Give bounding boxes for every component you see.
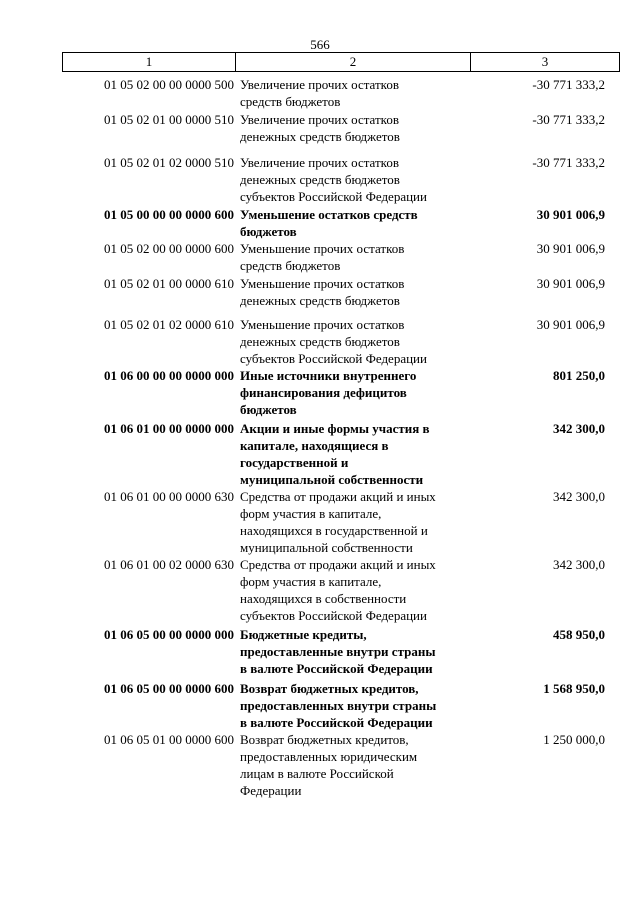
row-name-line: бюджетов (240, 224, 297, 239)
column-header-code: 1 (63, 53, 236, 71)
row-name (240, 206, 475, 240)
row-name (240, 76, 475, 110)
row-code: 01 06 05 01 00 0000 600 (104, 732, 234, 747)
row-name-line: Уменьшение остатков средств (240, 207, 418, 222)
row-name (240, 316, 475, 367)
row-name-line: предоставленных юридическим (240, 749, 418, 764)
row-name-line: Уменьшение прочих остатков (240, 276, 405, 291)
row-name-line: в валюте Российской Федерации (240, 661, 433, 676)
row-name-line: субъектов Российской Федерации (240, 608, 427, 623)
row-name-line: Иные источники внутреннего (240, 368, 417, 383)
page-number: 566 (310, 37, 330, 52)
row-name (240, 488, 475, 556)
row-name-line: предоставленные внутри страны (240, 644, 436, 659)
row-amount: 1 250 000,0 (543, 732, 605, 747)
row-amount: -30 771 333,2 (532, 155, 605, 170)
row-code: 01 05 02 00 00 0000 500 (104, 77, 234, 92)
row-name-line: Уменьшение прочих остатков (240, 317, 405, 332)
row-name-line: в валюте Российской Федерации (240, 715, 433, 730)
row-amount: 30 901 006,9 (536, 241, 605, 256)
row-code: 01 05 00 00 00 0000 600 (104, 207, 234, 222)
row-name-line: Увеличение прочих остатков (240, 112, 399, 127)
row-name-line: субъектов Российской Федерации (240, 351, 427, 366)
row-name-line: Возврат бюджетных кредитов, (240, 681, 419, 696)
row-amount: 458 950,0 (553, 627, 605, 642)
row-name-line: денежных средств бюджетов (240, 129, 400, 144)
row-name-line: Увеличение прочих остатков (240, 77, 399, 92)
row-name-line: денежных средств бюджетов (240, 334, 400, 349)
row-name-line: Средства от продажи акций и иных (240, 489, 436, 504)
row-code: 01 06 01 00 00 0000 630 (104, 489, 234, 504)
row-name (240, 556, 475, 624)
row-name-line: находящихся в государственной и (240, 523, 428, 538)
row-name (240, 367, 475, 418)
row-code: 01 06 01 00 00 0000 000 (104, 421, 234, 436)
row-code: 01 06 05 00 00 0000 000 (104, 627, 234, 642)
row-name-line: Уменьшение прочих остатков (240, 241, 405, 256)
row-name-line: средств бюджетов (240, 94, 341, 109)
row-name-line: муниципальной собственности (240, 472, 424, 487)
row-amount: 1 568 950,0 (543, 681, 605, 696)
row-amount: 342 300,0 (553, 489, 605, 504)
row-name-line: Акции и иные формы участия в (240, 421, 430, 436)
row-code: 01 06 00 00 00 0000 000 (104, 368, 234, 383)
row-amount: 30 901 006,9 (536, 207, 605, 222)
row-name-line: Федерации (240, 783, 302, 798)
row-name-line: государственной и (240, 455, 349, 470)
row-code: 01 05 02 01 00 0000 510 (104, 112, 234, 127)
row-code: 01 05 02 01 02 0000 610 (104, 317, 234, 332)
row-name-line: форм участия в капитале, (240, 506, 382, 521)
row-name-line: Бюджетные кредиты, (240, 627, 367, 642)
row-name (240, 154, 475, 205)
row-name-line: финансирования дефицитов (240, 385, 407, 400)
row-name (240, 626, 475, 677)
row-code: 01 05 02 01 00 0000 610 (104, 276, 234, 291)
row-name-line: предоставленных внутри страны (240, 698, 437, 713)
row-name (240, 731, 475, 799)
row-name-line: муниципальной собственности (240, 540, 413, 555)
column-header-name: 2 (236, 53, 471, 71)
row-name-line: средств бюджетов (240, 258, 341, 273)
row-code: 01 06 01 00 02 0000 630 (104, 557, 234, 572)
row-name-line: бюджетов (240, 402, 297, 417)
row-name-line: находящихся в собственности (240, 591, 407, 606)
row-code: 01 05 02 00 00 0000 600 (104, 241, 234, 256)
row-name (240, 111, 475, 145)
row-name (240, 275, 475, 309)
row-code: 01 06 05 00 00 0000 600 (104, 681, 234, 696)
row-name-line: Увеличение прочих остатков (240, 155, 399, 170)
row-amount: 30 901 006,9 (536, 276, 605, 291)
row-amount: 801 250,0 (553, 368, 605, 383)
row-name-line: капитале, находящиеся в (240, 438, 389, 453)
row-amount: 342 300,0 (553, 557, 605, 572)
row-name-line: Возврат бюджетных кредитов, (240, 732, 409, 747)
row-name-line: денежных средств бюджетов (240, 293, 400, 308)
row-code: 01 05 02 01 02 0000 510 (104, 155, 234, 170)
row-name (240, 240, 475, 274)
row-name-line: денежных средств бюджетов (240, 172, 400, 187)
row-name-line: форм участия в капитале, (240, 574, 382, 589)
row-name-line: лицам в валюте Российской (240, 766, 394, 781)
row-amount: 342 300,0 (553, 421, 605, 436)
row-amount: -30 771 333,2 (532, 112, 605, 127)
row-amount: 30 901 006,9 (536, 317, 605, 332)
column-header-amount: 3 (541, 54, 549, 69)
row-name-line: Средства от продажи акций и иных (240, 557, 436, 572)
row-name-line: субъектов Российской Федерации (240, 189, 427, 204)
row-name (240, 420, 475, 488)
row-name (240, 680, 475, 731)
row-amount: -30 771 333,2 (532, 77, 605, 92)
